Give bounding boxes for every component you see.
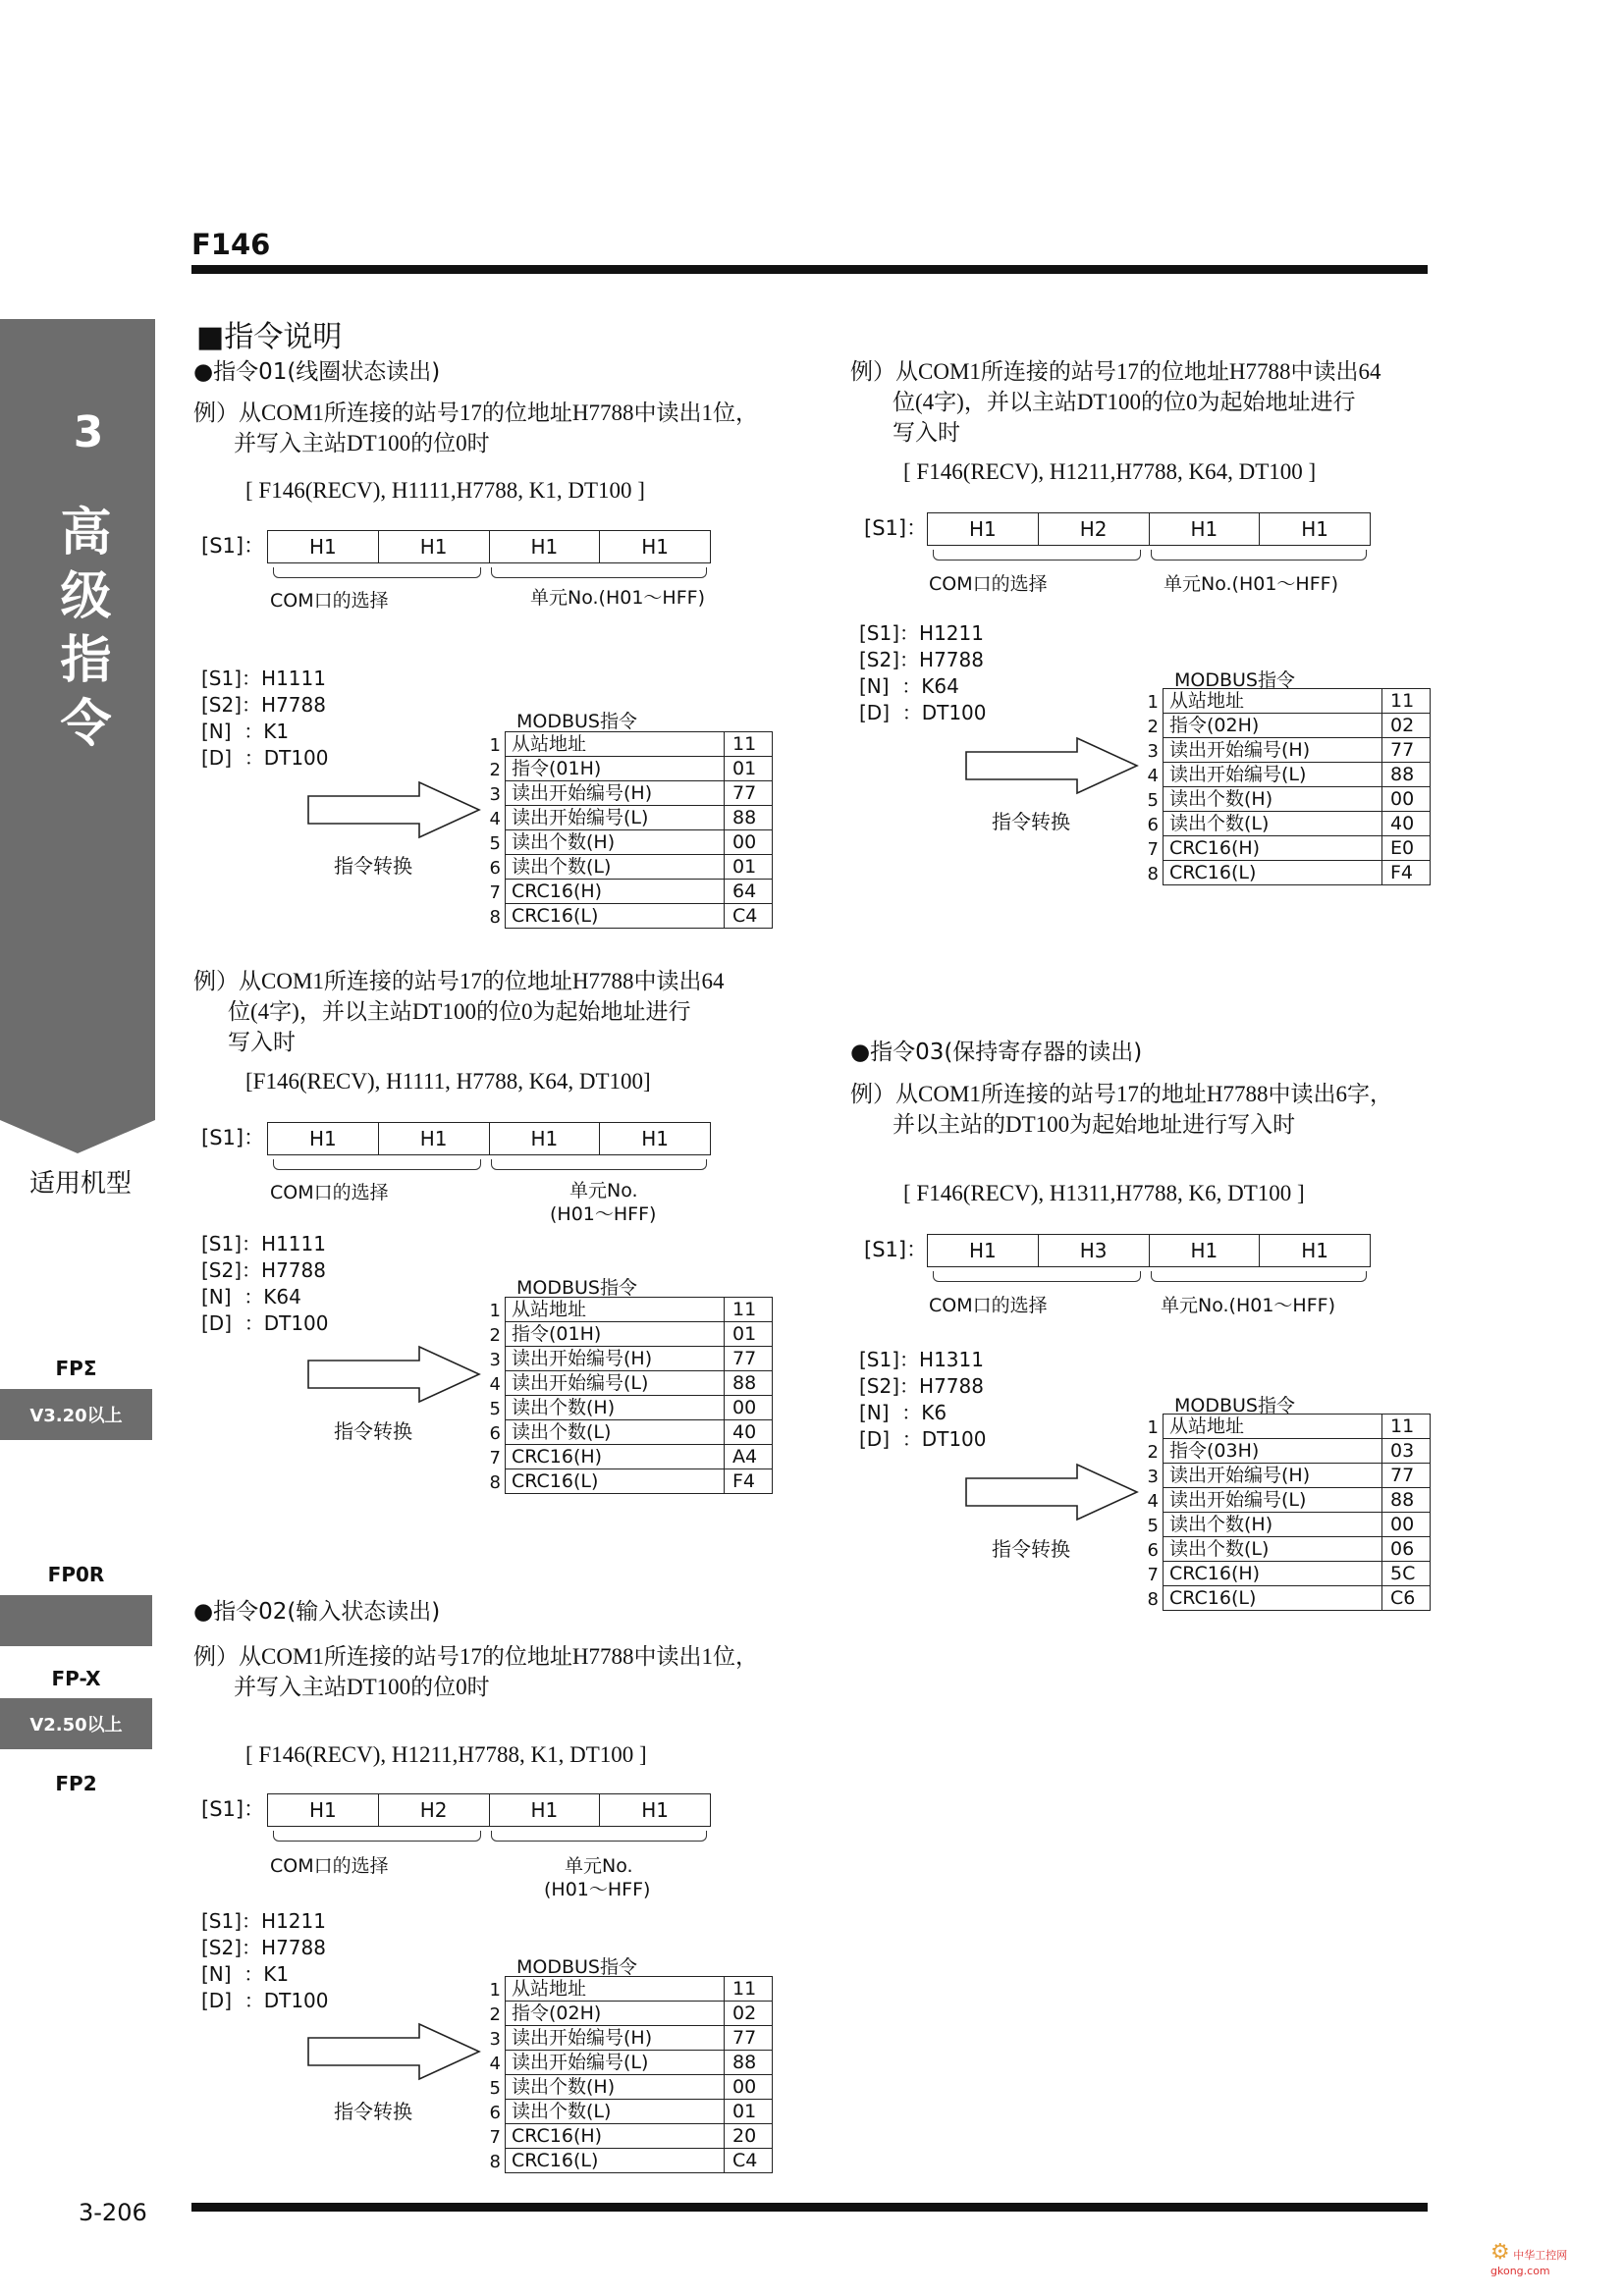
table-row: 3 读出开始编号(H) 77 (1145, 1464, 1431, 1488)
command-line: [ F146(RECV), H1111,H7788, K1, DT100 ] (245, 478, 645, 503)
watermark-text: 中华工控网 gkong.com (1490, 2249, 1568, 2277)
param-line: [N] ：K64 (201, 1285, 301, 1308)
page-number: 3-206 (79, 2199, 147, 2226)
example-line: 并写入主站DT100的位0时 (234, 1675, 490, 1699)
modbus-title: MODBUS指令 (516, 711, 637, 732)
example-line: 并写入主站DT100的位0时 (234, 431, 490, 455)
unit-no-label: 单元No. (569, 1180, 638, 1201)
modbus-table (487, 731, 773, 929)
model-version: V2.50以上 (0, 1698, 152, 1749)
table-row: 3 读出开始编号(H) 77 (1145, 738, 1431, 763)
page-header-title: F146 (191, 228, 271, 261)
table-row: 1 从站地址 11 (487, 1298, 773, 1322)
s1-label: [S1]： (201, 1797, 265, 1821)
watermark-logo (1490, 2240, 1624, 2277)
s1-digit: H2 (1038, 513, 1149, 545)
param-list (859, 1347, 987, 1453)
table-row: 5 读出个数(H) 00 (487, 830, 773, 855)
s1-digit: H1 (489, 531, 600, 562)
s1-digit: H1 (1259, 1235, 1370, 1266)
s1-label: [S1]： (864, 516, 928, 540)
table-row: 8 CRC16(L) F4 (487, 1469, 773, 1494)
convert-label: 指令转换 (334, 854, 412, 878)
brace (933, 1271, 1141, 1282)
table-row: 7 CRC16(H) E0 (1145, 836, 1431, 861)
example-line: 例）从COM1所连接的站号17的位地址H7788中读出1位， (193, 400, 759, 425)
table-row: 7 CRC16(H) 5C (1145, 1562, 1431, 1586)
s1-digit: H1 (599, 1123, 710, 1154)
chapter-number: 3 (73, 407, 104, 457)
table-row: 2 指令(02H) 02 (487, 2002, 773, 2026)
param-line: [D] ：DT100 (859, 1427, 987, 1451)
unit-no-label: (H01～HFF) (550, 1203, 657, 1225)
s1-register-box (927, 512, 1371, 546)
param-line: [S2]：H7788 (859, 1374, 984, 1398)
table-row: 6 读出个数(L) 01 (487, 855, 773, 880)
modbus-table (1145, 688, 1431, 885)
convert-label: 指令转换 (334, 1419, 412, 1443)
s1-label: [S1]： (201, 1126, 265, 1149)
brace (273, 567, 481, 578)
param-line: [D] ：DT100 (201, 1989, 329, 2012)
table-row: 7 CRC16(H) 64 (487, 880, 773, 904)
command-line: [ F146(RECV), H1211,H7788, K64, DT100 ] (903, 459, 1317, 484)
table-row: 6 读出个数(L) 40 (487, 1420, 773, 1445)
s1-digit: H1 (489, 1123, 600, 1154)
table-row: 2 指令(01H) 01 (487, 757, 773, 781)
s1-digit: H1 (599, 531, 710, 562)
s1-digit: H1 (489, 1794, 600, 1826)
brace (273, 1159, 481, 1170)
table-row: 5 读出个数(H) 00 (1145, 787, 1431, 812)
example-line: 例）从COM1所连接的站号17的位地址H7788中读出1位， (193, 1644, 759, 1669)
brace (491, 1831, 707, 1842)
table-row: 4 读出开始编号(L) 88 (487, 806, 773, 830)
unit-no-label: 单元No.(H01～HFF) (1164, 573, 1338, 595)
s1-digit: H1 (968, 517, 997, 541)
table-row: 8 CRC16(L) C4 (487, 2149, 773, 2173)
table-row: 6 读出个数(L) 40 (1145, 812, 1431, 836)
table-row: 4 读出开始编号(L) 88 (1145, 1488, 1431, 1513)
s1-digit: H1 (1149, 513, 1260, 545)
s1-digit: H1 (308, 535, 337, 559)
param-line: [N] ：K64 (859, 674, 959, 698)
table-row: 8 CRC16(L) C6 (1145, 1586, 1431, 1611)
convert-arrow (964, 736, 1141, 795)
chapter-title-char: 级 (60, 567, 112, 626)
example-line: 例）从COM1所连接的站号17的地址H7788中读出6字， (850, 1082, 1393, 1106)
example-line: 并以主站的DT100为起始地址进行写入时 (893, 1112, 1296, 1137)
unit-no-label: 单元No. (565, 1855, 633, 1877)
example-line: 位(4字)，并以主站DT100的位0为起始地址进行 (228, 999, 691, 1024)
table-row: 6 读出个数(L) 01 (487, 2100, 773, 2124)
table-row: 4 读出开始编号(L) 88 (487, 1371, 773, 1396)
instruction-heading: ●指令01(线圈状态读出) (193, 359, 441, 385)
convert-arrow (964, 1463, 1141, 1522)
table-row: 6 读出个数(L) 06 (1145, 1537, 1431, 1562)
brace (1151, 550, 1367, 561)
com-select-label: COM口的选择 (270, 1855, 389, 1877)
table-row: 4 读出开始编号(L) 88 (1145, 763, 1431, 787)
modbus-title: MODBUS指令 (516, 1277, 637, 1299)
param-line: [S1]：H1311 (859, 1348, 984, 1371)
modbus-title: MODBUS指令 (1174, 1395, 1295, 1416)
modbus-table (487, 1976, 773, 2173)
table-row: 5 读出个数(H) 00 (487, 1396, 773, 1420)
table-row: 3 读出开始编号(H) 77 (487, 781, 773, 806)
modbus-table (487, 1297, 773, 1494)
param-list (859, 620, 987, 726)
unit-no-label: 单元No.(H01～HFF) (530, 587, 705, 609)
param-line: [S1]：H1211 (201, 1909, 326, 1933)
chapter-title-char: 令 (60, 695, 112, 754)
models-label: 适用机型 (29, 1169, 133, 1199)
command-line: [ F146(RECV), H1311,H7788, K6, DT100 ] (903, 1181, 1305, 1205)
example-line: 例）从COM1所连接的站号17的位地址H7788中读出64 (850, 359, 1381, 384)
convert-arrow (306, 780, 483, 839)
param-line: [D] ：DT100 (201, 1311, 329, 1335)
brace (491, 1159, 707, 1170)
com-select-label: COM口的选择 (929, 573, 1048, 595)
s1-digit: H1 (378, 1123, 489, 1154)
table-row: 2 指令(01H) 01 (487, 1322, 773, 1347)
brace (273, 1831, 481, 1842)
param-line: [S1]：H1111 (201, 667, 326, 690)
param-line: [S1]：H1111 (201, 1232, 326, 1255)
com-select-label: COM口的选择 (929, 1295, 1048, 1316)
s1-label: [S1]： (864, 1238, 928, 1261)
s1-digit: H1 (1259, 513, 1370, 545)
s1-digit: H3 (1038, 1235, 1149, 1266)
model-version: V3.20以上 (0, 1389, 152, 1440)
table-row: 3 读出开始编号(H) 77 (487, 1347, 773, 1371)
chapter-title-char: 指 (60, 631, 112, 690)
model-version-box (0, 1595, 152, 1646)
s1-digit: H1 (599, 1794, 710, 1826)
example-line: 位(4字)，并以主站DT100的位0为起始地址进行 (893, 390, 1356, 414)
modbus-title: MODBUS指令 (1174, 669, 1295, 691)
s1-digit: H1 (378, 531, 489, 562)
s1-digit: H1 (308, 1127, 337, 1150)
param-line: [S2]：H7788 (201, 1936, 326, 1959)
table-row: 5 读出个数(H) 00 (1145, 1513, 1431, 1537)
s1-register-box (927, 1234, 1371, 1267)
param-line: [S1]：H1211 (859, 621, 984, 645)
convert-label: 指令转换 (334, 2100, 412, 2123)
brace (491, 567, 707, 578)
instruction-heading: ●指令02(输入状态读出) (193, 1599, 441, 1625)
convert-arrow (306, 2022, 483, 2081)
section-title: ■指令说明 (196, 320, 343, 354)
s1-register-box (267, 530, 711, 563)
model-name: FP2 (55, 1772, 97, 1795)
param-line: [S2]：H7788 (859, 648, 984, 671)
table-row: 2 指令(03H) 03 (1145, 1439, 1431, 1464)
s1-digit: H2 (378, 1794, 489, 1826)
param-line: [D] ：DT100 (859, 701, 987, 724)
command-line: [F146(RECV), H1111, H7788, K64, DT100] (245, 1069, 651, 1094)
param-line: [N] ：K6 (859, 1401, 947, 1424)
convert-label: 指令转换 (992, 810, 1070, 833)
instruction-heading: ●指令03(保持寄存器的读出) (850, 1040, 1143, 1065)
table-row: 1 从站地址 11 (487, 732, 773, 757)
table-row: 4 读出开始编号(L) 88 (487, 2051, 773, 2075)
s1-digit: H1 (1149, 1235, 1260, 1266)
param-list (201, 666, 329, 772)
param-line: [N] ：K1 (201, 720, 290, 743)
command-line: [ F146(RECV), H1211,H7788, K1, DT100 ] (245, 1742, 647, 1767)
chapter-title-char: 高 (60, 504, 112, 562)
model-name: FP-X (51, 1667, 101, 1690)
param-line: [S2]：H7788 (201, 693, 326, 717)
s1-register-box (267, 1122, 711, 1155)
modbus-table (1145, 1414, 1431, 1611)
table-row: 1 从站地址 11 (1145, 689, 1431, 714)
s1-digit: H1 (968, 1239, 997, 1262)
example-line: 写入时 (893, 420, 960, 445)
table-row: 2 指令(02H) 02 (1145, 714, 1431, 738)
param-line: [N] ：K1 (201, 1962, 290, 1986)
param-list (201, 1908, 329, 2014)
example-line: 写入时 (228, 1030, 296, 1054)
s1-label: [S1]： (201, 534, 265, 558)
example-line: 例）从COM1所连接的站号17的位地址H7788中读出64 (193, 969, 725, 993)
table-row: 7 CRC16(H) 20 (487, 2124, 773, 2149)
header-rule (191, 265, 1428, 274)
table-row: 7 CRC16(H) A4 (487, 1445, 773, 1469)
param-line: [S2]：H7788 (201, 1258, 326, 1282)
s1-digit: H1 (308, 1798, 337, 1822)
convert-arrow (306, 1345, 483, 1404)
table-row: 8 CRC16(L) F4 (1145, 861, 1431, 885)
convert-label: 指令转换 (992, 1537, 1070, 1561)
com-select-label: COM口的选择 (270, 590, 389, 612)
table-row: 1 从站地址 11 (487, 1977, 773, 2002)
table-row: 3 读出开始编号(H) 77 (487, 2026, 773, 2051)
model-name: FPΣ (55, 1357, 97, 1380)
brace (1151, 1271, 1367, 1282)
model-name: FP0R (47, 1563, 105, 1586)
param-list (201, 1231, 329, 1337)
modbus-title: MODBUS指令 (516, 1956, 637, 1978)
com-select-label: COM口的选择 (270, 1182, 389, 1203)
s1-register-box (267, 1793, 711, 1827)
gear-icon: ⚙ (1490, 2240, 1510, 2265)
param-line: [D] ：DT100 (201, 746, 329, 770)
table-row: 1 从站地址 11 (1145, 1415, 1431, 1439)
footer-rule (191, 2203, 1428, 2212)
table-row: 5 读出个数(H) 00 (487, 2075, 773, 2100)
unit-no-label: (H01～HFF) (544, 1879, 651, 1900)
unit-no-label: 单元No.(H01～HFF) (1161, 1295, 1335, 1316)
table-row: 8 CRC16(L) C4 (487, 904, 773, 929)
brace (933, 550, 1141, 561)
